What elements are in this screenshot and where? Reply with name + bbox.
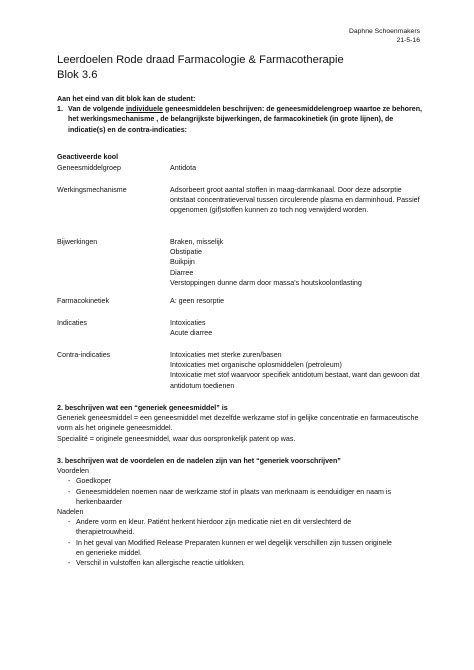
bullet-text: Andere vorm en kleur. Patiënt herkent hierdoor zijn medicatie niet en dit verslechterd de therapietrouwheid. bbox=[76, 518, 352, 537]
value-line: Antidota bbox=[170, 164, 197, 172]
row-indicaties bbox=[57, 318, 427, 338]
question-1-underlined: individuele bbox=[125, 105, 164, 114]
value-line: Intoxicaties met organische oplosmiddelen (petroleum) bbox=[170, 361, 342, 370]
title-line-2: Blok 3.6 bbox=[57, 69, 98, 81]
bullet-dash: - bbox=[68, 518, 71, 527]
author-name: Daphne Schoenmakers bbox=[348, 28, 420, 35]
row-bijwerkingen bbox=[57, 237, 427, 288]
section-title: Geactiveerde kool bbox=[57, 153, 119, 161]
bullet-text: Geneesmiddelen noemen naar de werkzame stof in plaats van merknaam is eenduidiger en naam is herkenbaarder bbox=[76, 487, 392, 506]
bullet-dash: - bbox=[68, 559, 71, 568]
document-title bbox=[57, 53, 344, 83]
author-block bbox=[349, 27, 420, 45]
row-label: Geneesmiddelgroep bbox=[57, 164, 121, 172]
bullet-text: In het geval van Modified Release Preparaten kunnen er wel degelijk verschillen zijn tussen originele en generieke middel. bbox=[76, 538, 392, 557]
row-value bbox=[170, 318, 425, 338]
bullet-dash: - bbox=[68, 477, 71, 486]
bullet-dash: - bbox=[68, 538, 71, 547]
row-label: Contra-indicaties bbox=[57, 351, 111, 359]
document-date: 21-5-16 bbox=[396, 37, 420, 44]
question-1-text bbox=[68, 104, 427, 135]
row-label: Farmacokinetiek bbox=[57, 297, 110, 305]
value-line: Intoxicaties bbox=[170, 319, 206, 327]
row-farmacokinetiek bbox=[57, 296, 427, 306]
bullet-dash: - bbox=[68, 487, 71, 496]
question-1-post: geneesmiddelen beschrijven: de geneesmiddelengroep waartoe ze behoren, het werkingsmechanisme , de belangrijkste bijwerkingen, de farmacokinetiek (in grote lijnen), de indicatie(s) en de contra-indicaties: bbox=[68, 105, 423, 134]
question-1-number: 1. bbox=[57, 105, 63, 114]
voordelen-label: Voordelen bbox=[57, 467, 89, 476]
question-2-definition: Generiek geneesmiddel = een geneesmiddel met dezelfde werkzame stof in gelijke concentratie en farmaceutische vorm als het originele geneesmiddel. bbox=[57, 414, 419, 433]
row-werkingsmechanisme bbox=[57, 185, 427, 216]
learning-goals-intro bbox=[57, 94, 427, 135]
value-line: A: geen resorptie bbox=[170, 297, 225, 305]
value-line: Verstoppingen dunne darm door massa's houtskoolontlasting bbox=[170, 278, 362, 287]
question-3 bbox=[57, 456, 427, 568]
bullet-text: Verschil in vulstoffen kan allergische reactie uitlokken. bbox=[76, 559, 246, 568]
row-geneesmiddelgroep bbox=[57, 163, 427, 173]
row-value: Adsorbeert groot aantal stoffen in maag-darmkanaal. Door deze adsorptie ontstaat concentratieverval tussen circulerende plasma en darminhoud. Passief opgenomen (gif)stoffen kunnen zo toch nog verwijderd worden. bbox=[170, 186, 420, 215]
value-line: Intoxicaties met sterke zuren/basen bbox=[170, 351, 282, 359]
nadelen-label: Nadelen bbox=[57, 508, 84, 517]
row-value bbox=[170, 296, 425, 306]
row-value bbox=[170, 350, 425, 391]
row-value bbox=[170, 163, 425, 173]
value-line: Diarree bbox=[170, 268, 194, 277]
value-line: Obstipatie bbox=[170, 248, 202, 257]
row-label: Indicaties bbox=[57, 319, 87, 327]
value-line: Intoxicatie met stof waarvoor specifiek antidotum bestaat, want dan gewoon dat antidotum toedienen bbox=[170, 371, 420, 390]
list-item bbox=[57, 538, 427, 558]
list-item bbox=[57, 476, 427, 486]
list-item bbox=[57, 517, 427, 537]
list-item bbox=[57, 558, 427, 568]
question-1-pre: Van de volgende bbox=[68, 105, 126, 114]
title-line-1: Leerdoelen Rode draad Farmacologie & Farmacotherapie bbox=[57, 54, 344, 66]
row-label: Werkingsmechanisme bbox=[57, 186, 127, 194]
question-1 bbox=[57, 104, 427, 135]
question-2 bbox=[57, 403, 427, 444]
value-line: Acute diarree bbox=[170, 329, 213, 338]
row-label: Bijwerkingen bbox=[57, 238, 98, 246]
value-line: Braken, misselijk bbox=[170, 238, 224, 246]
question-2-heading: 2. beschrijven wat een “generiek geneesmiddel” is bbox=[57, 404, 228, 412]
bullet-text: Goedkoper bbox=[76, 477, 112, 486]
intro-line: Aan het eind van dit blok kan de student: bbox=[57, 95, 196, 103]
question-2-specialite: Specialité = originele geneesmiddel, waar dus oorspronkelijk patent op was. bbox=[57, 434, 296, 443]
list-item bbox=[57, 487, 427, 507]
value-line: Buikpijn bbox=[170, 258, 195, 267]
row-contra-indicaties bbox=[57, 350, 427, 391]
question-3-heading: 3. beschrijven wat de voordelen en de nadelen zijn van het “generiek voorschrijven” bbox=[57, 457, 341, 465]
row-value bbox=[170, 237, 425, 288]
